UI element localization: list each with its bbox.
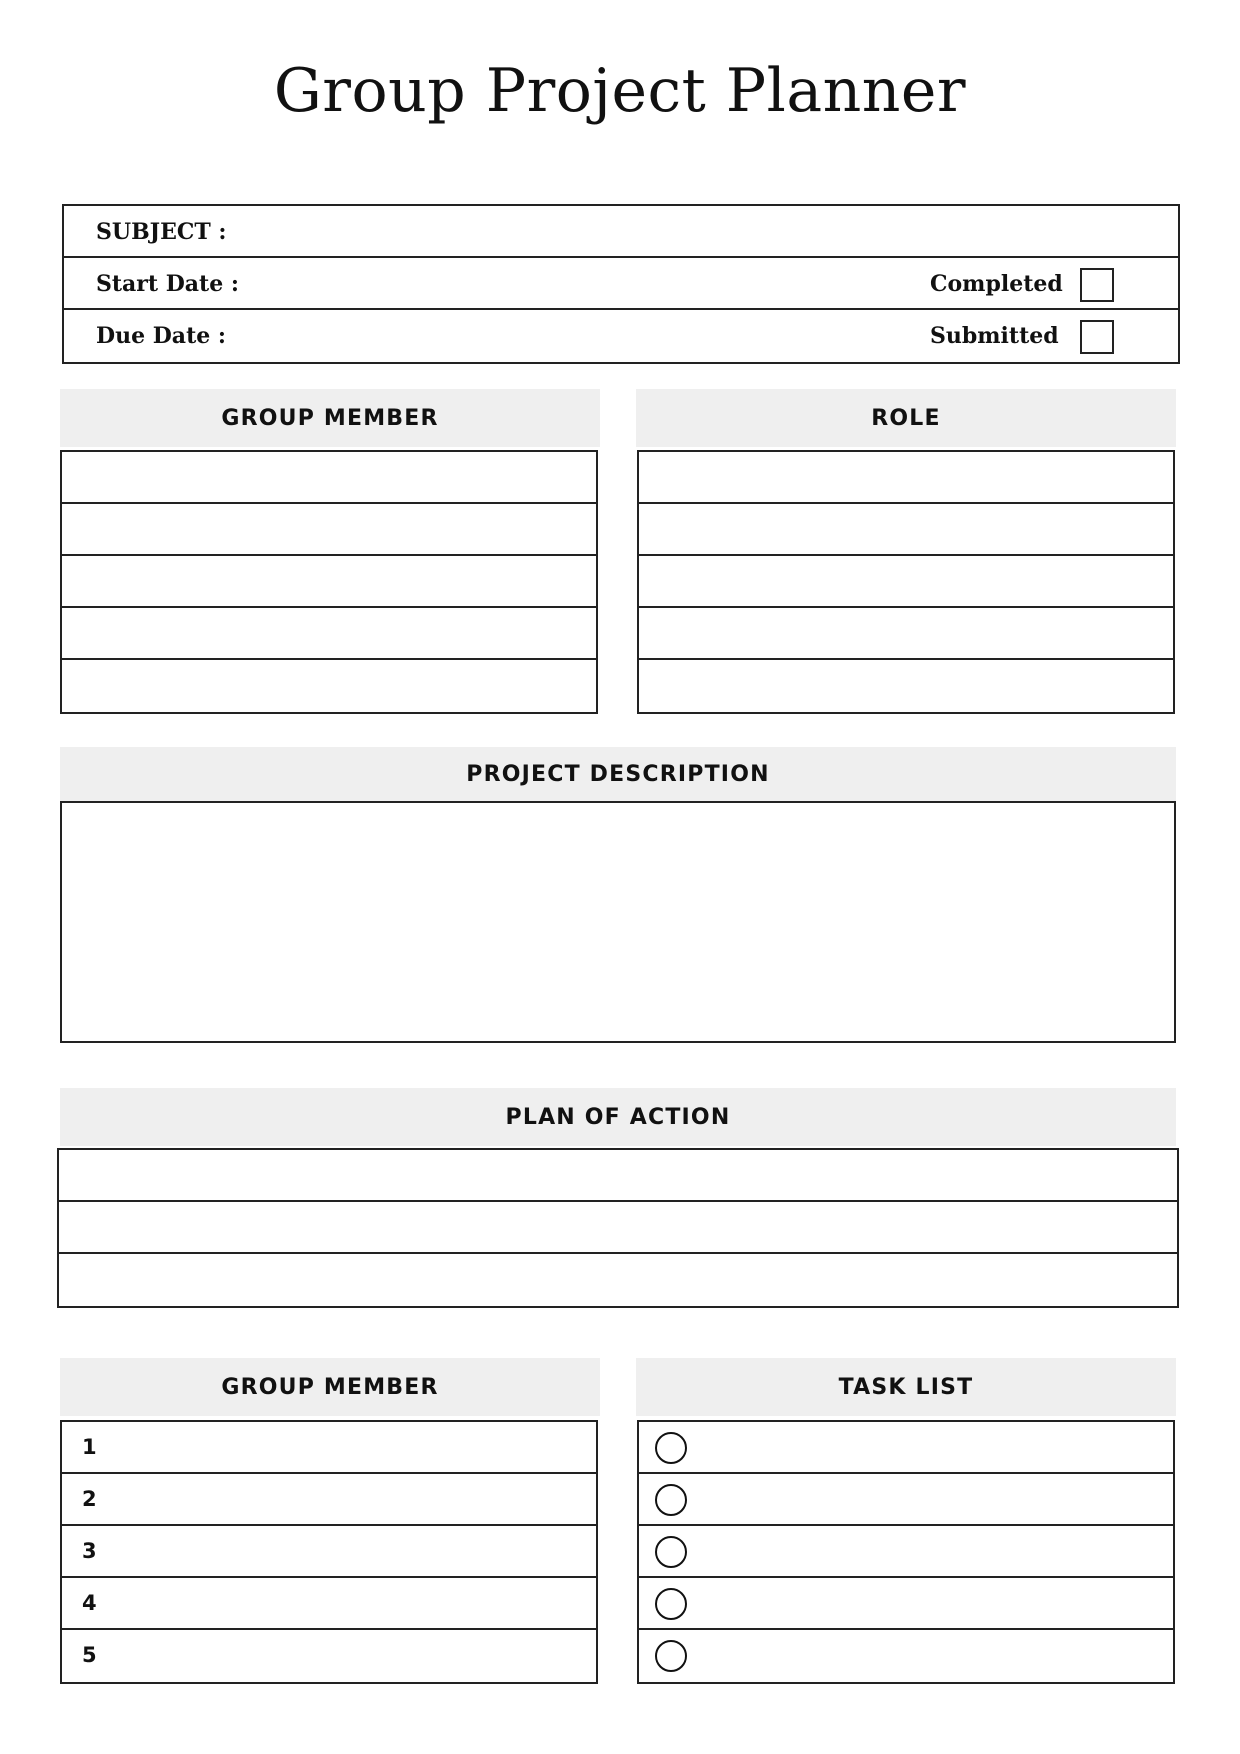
project-description-header: PROJECT DESCRIPTION bbox=[60, 747, 1176, 801]
due-date-label: Due Date : bbox=[96, 323, 227, 349]
group-member-list-item[interactable] bbox=[62, 1474, 596, 1526]
task-list-item[interactable] bbox=[639, 1630, 1173, 1682]
group-member-list-item[interactable] bbox=[62, 1630, 596, 1682]
task-list-item[interactable] bbox=[639, 1422, 1173, 1474]
role-row[interactable] bbox=[639, 452, 1173, 504]
role-table bbox=[637, 450, 1175, 714]
group-member-row[interactable] bbox=[62, 556, 596, 608]
submitted-checkbox[interactable] bbox=[1080, 320, 1114, 354]
plan-of-action-header: PLAN OF ACTION bbox=[60, 1088, 1176, 1146]
role-row[interactable] bbox=[639, 504, 1173, 556]
due-date-row[interactable] bbox=[64, 310, 1178, 362]
task-list-table bbox=[637, 1420, 1175, 1684]
task-list-item[interactable] bbox=[639, 1526, 1173, 1578]
member-number: 1 bbox=[82, 1435, 97, 1459]
task-list-item[interactable] bbox=[639, 1474, 1173, 1526]
plan-of-action-row[interactable] bbox=[59, 1254, 1177, 1306]
group-member-list-header: GROUP MEMBER bbox=[60, 1358, 600, 1416]
role-header: ROLE bbox=[636, 389, 1176, 447]
group-member-row[interactable] bbox=[62, 452, 596, 504]
role-row[interactable] bbox=[639, 556, 1173, 608]
group-member-table bbox=[60, 450, 598, 714]
plan-of-action-row[interactable] bbox=[59, 1150, 1177, 1202]
task-circle-icon[interactable] bbox=[655, 1432, 687, 1464]
group-member-list-item[interactable] bbox=[62, 1578, 596, 1630]
member-number: 5 bbox=[82, 1643, 97, 1667]
task-list-item[interactable] bbox=[639, 1578, 1173, 1630]
project-description-box[interactable] bbox=[60, 801, 1176, 1043]
task-circle-icon[interactable] bbox=[655, 1484, 687, 1516]
role-row[interactable] bbox=[639, 608, 1173, 660]
group-member-list-item[interactable] bbox=[62, 1526, 596, 1578]
group-member-numbered-table bbox=[60, 1420, 598, 1684]
subject-row[interactable] bbox=[64, 206, 1178, 258]
task-list-header: TASK LIST bbox=[636, 1358, 1176, 1416]
group-member-header: GROUP MEMBER bbox=[60, 389, 600, 447]
page-title: Group Project Planner bbox=[273, 56, 967, 126]
subject-label: SUBJECT : bbox=[96, 219, 227, 245]
member-number: 2 bbox=[82, 1487, 97, 1511]
plan-of-action-table bbox=[57, 1148, 1179, 1308]
completed-checkbox[interactable] bbox=[1080, 268, 1114, 302]
plan-of-action-row[interactable] bbox=[59, 1202, 1177, 1254]
completed-label: Completed bbox=[930, 271, 1063, 297]
group-member-row[interactable] bbox=[62, 608, 596, 660]
group-member-list-item[interactable] bbox=[62, 1422, 596, 1474]
group-member-row[interactable] bbox=[62, 660, 596, 712]
start-date-row[interactable] bbox=[64, 258, 1178, 310]
submitted-label: Submitted bbox=[930, 323, 1059, 349]
task-circle-icon[interactable] bbox=[655, 1588, 687, 1620]
role-row[interactable] bbox=[639, 660, 1173, 712]
task-circle-icon[interactable] bbox=[655, 1536, 687, 1568]
member-number: 3 bbox=[82, 1539, 97, 1563]
start-date-label: Start Date : bbox=[96, 271, 239, 297]
group-member-row[interactable] bbox=[62, 504, 596, 556]
member-number: 4 bbox=[82, 1591, 97, 1615]
project-info-box bbox=[62, 204, 1180, 364]
task-circle-icon[interactable] bbox=[655, 1640, 687, 1672]
